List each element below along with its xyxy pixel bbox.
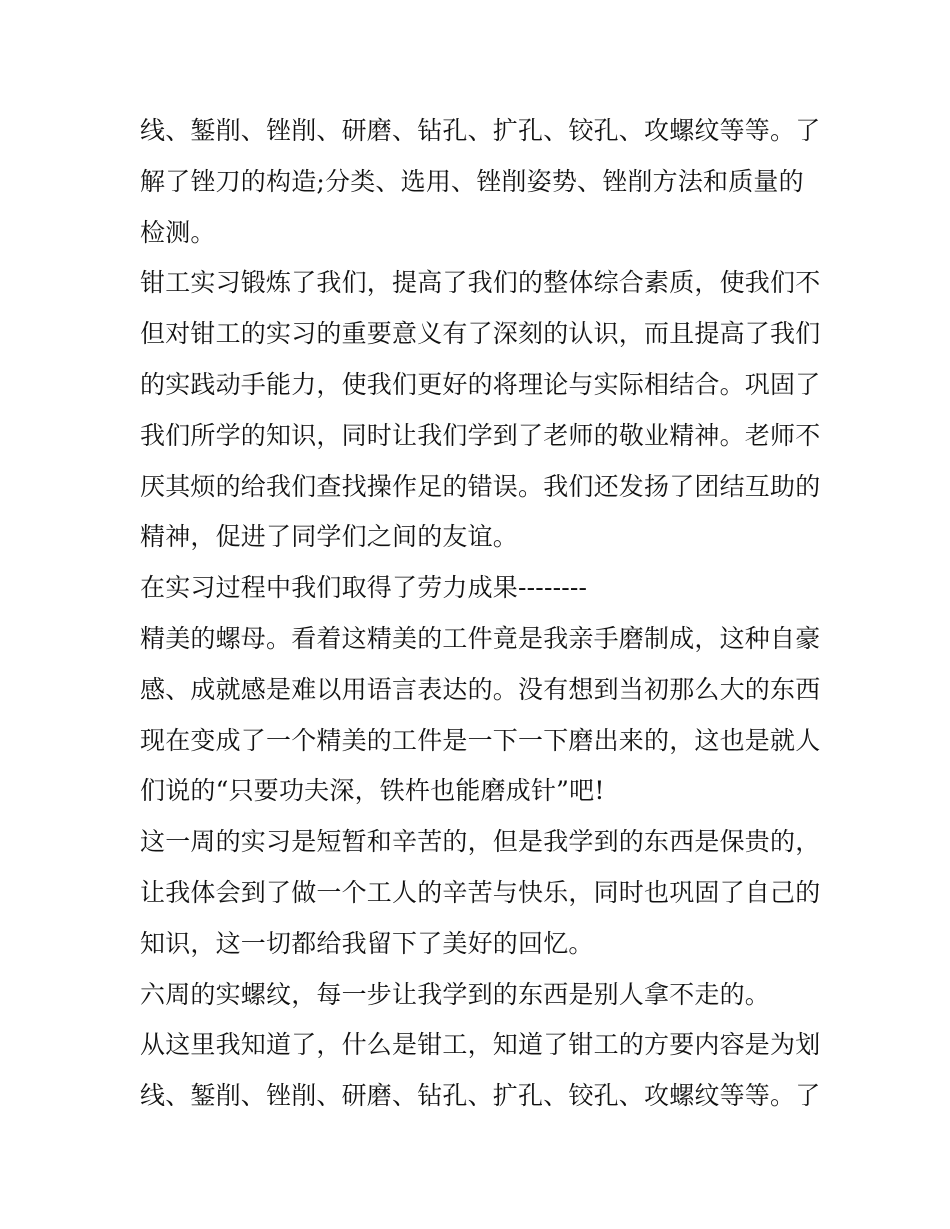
text-line-4: 钳工实习锻炼了我们，提高了我们的整体综合素质，使我们不 (140, 268, 821, 298)
text-line-12: 感、成就感是难以用语言表达的。没有想到当初那么大的东西 (140, 674, 821, 704)
text-line-14: 们说的“只要功夫深，铁杵也能磨成针”吧! (140, 776, 605, 806)
text-line-7: 我们所学的知识，同时让我们学到了老师的敬业精神。老师不 (140, 420, 821, 450)
text-line-13: 现在变成了一个精美的工件是一下一下磨出来的，这也是就人 (140, 725, 821, 755)
text-line-10: 在实习过程中我们取得了劳力成果-------- (140, 573, 588, 603)
text-line-16: 让我体会到了做一个工人的辛苦与快乐，同时也巩固了自己的 (140, 877, 821, 907)
text-line-9: 精神，促进了同学们之间的友谊。 (140, 522, 519, 552)
text-line-20: 线、錾削、锉削、研磨、钻孔、扩孔、铰孔、攻螺纹等等。了 (140, 1081, 821, 1111)
text-line-15: 这一周的实习是短暂和辛苦的，但是我学到的东西是保贵的， (140, 827, 821, 857)
text-line-8: 厌其烦的给我们查找操作足的错误。我们还发扬了团结互助的 (140, 471, 821, 501)
text-line-11: 精美的螺母。看着这精美的工件竟是我亲手磨制成，这种自豪 (140, 623, 821, 653)
text-line-5: 但对钳工的实习的重要意义有了深刻的认识，而且提高了我们 (140, 319, 821, 349)
text-line-18: 六周的实螺纹，每一步让我学到的东西是别人拿不走的。 (140, 979, 771, 1009)
document-body (140, 106, 820, 1122)
text-line-2: 解了锉刀的构造;分类、选用、锉削姿势、锉削方法和质量的 (140, 166, 804, 196)
text-line-6: 的实践动手能力，使我们更好的将理论与实际相结合。巩固了 (140, 369, 821, 399)
text-line-1: 线、錾削、锉削、研磨、钻孔、扩孔、铰孔、攻螺纹等等。了 (140, 116, 821, 145)
text-line-17: 知识，这一切都给我留下了美好的回忆。 (140, 928, 594, 958)
text-line-3: 检测。 (140, 217, 216, 247)
text-line-19: 从这里我知道了，什么是钳工，知道了钳工的方要内容是为划 (140, 1030, 821, 1060)
